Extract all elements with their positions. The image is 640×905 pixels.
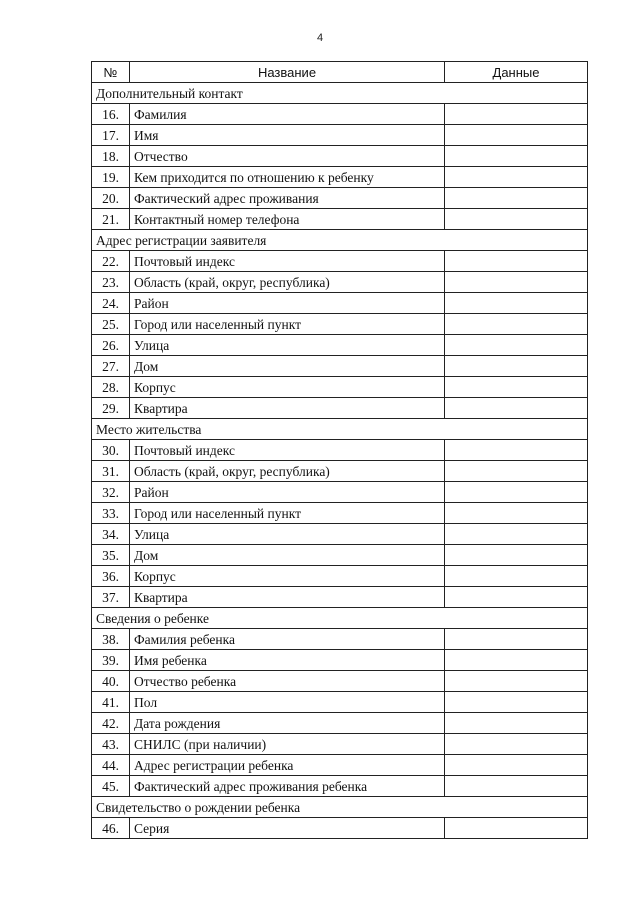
table-row xyxy=(92,104,588,125)
row-number: 32. xyxy=(92,482,130,503)
field-value-cell[interactable] xyxy=(445,524,588,545)
header-name: Название xyxy=(130,62,445,83)
field-value-cell[interactable] xyxy=(445,440,588,461)
field-label: Улица xyxy=(130,335,445,356)
row-number: 30. xyxy=(92,440,130,461)
field-label: Контактный номер телефона xyxy=(130,209,445,230)
field-value-cell[interactable] xyxy=(445,482,588,503)
field-value-cell[interactable] xyxy=(445,566,588,587)
field-label: Дом xyxy=(130,356,445,377)
row-number: 29. xyxy=(92,398,130,419)
field-value-cell[interactable] xyxy=(445,461,588,482)
field-label: Серия xyxy=(130,818,445,839)
row-number: 24. xyxy=(92,293,130,314)
field-value-cell[interactable] xyxy=(445,692,588,713)
field-value-cell[interactable] xyxy=(445,251,588,272)
field-value-cell[interactable] xyxy=(445,629,588,650)
field-label: Город или населенный пункт xyxy=(130,503,445,524)
field-label: Улица xyxy=(130,524,445,545)
field-value-cell[interactable] xyxy=(445,125,588,146)
section-row xyxy=(92,608,588,629)
field-value-cell[interactable] xyxy=(445,713,588,734)
header-data: Данные xyxy=(445,62,588,83)
field-value-cell[interactable] xyxy=(445,314,588,335)
row-number: 44. xyxy=(92,755,130,776)
row-number: 26. xyxy=(92,335,130,356)
field-value-cell[interactable] xyxy=(445,272,588,293)
table-row xyxy=(92,545,588,566)
row-number: 37. xyxy=(92,587,130,608)
table-row xyxy=(92,146,588,167)
field-label: Фактический адрес проживания xyxy=(130,188,445,209)
header-num: № xyxy=(92,62,130,83)
row-number: 40. xyxy=(92,671,130,692)
row-number: 38. xyxy=(92,629,130,650)
table-row xyxy=(92,188,588,209)
table-row xyxy=(92,167,588,188)
field-label: Фамилия xyxy=(130,104,445,125)
table-row xyxy=(92,125,588,146)
section-row xyxy=(92,83,588,104)
table-row xyxy=(92,482,588,503)
field-value-cell[interactable] xyxy=(445,209,588,230)
field-label: Отчество xyxy=(130,146,445,167)
table-row xyxy=(92,503,588,524)
field-value-cell[interactable] xyxy=(445,188,588,209)
field-label: Район xyxy=(130,482,445,503)
field-label: Область (край, округ, республика) xyxy=(130,272,445,293)
field-value-cell[interactable] xyxy=(445,671,588,692)
row-number: 22. xyxy=(92,251,130,272)
field-value-cell[interactable] xyxy=(445,503,588,524)
section-title: Дополнительный контакт xyxy=(92,83,588,104)
field-value-cell[interactable] xyxy=(445,398,588,419)
table-row xyxy=(92,461,588,482)
section-title: Адрес регистрации заявителя xyxy=(92,230,588,251)
table-body xyxy=(92,83,588,839)
field-value-cell[interactable] xyxy=(445,146,588,167)
row-number: 16. xyxy=(92,104,130,125)
row-number: 23. xyxy=(92,272,130,293)
table-row xyxy=(92,209,588,230)
row-number: 20. xyxy=(92,188,130,209)
field-label: Почтовый индекс xyxy=(130,251,445,272)
row-number: 45. xyxy=(92,776,130,797)
field-label: Кем приходится по отношению к ребенку xyxy=(130,167,445,188)
field-label: Корпус xyxy=(130,566,445,587)
section-title: Свидетельство о рождении ребенка xyxy=(92,797,588,818)
table-row xyxy=(92,293,588,314)
table-row xyxy=(92,335,588,356)
table-row xyxy=(92,818,588,839)
row-number: 34. xyxy=(92,524,130,545)
section-title: Сведения о ребенке xyxy=(92,608,588,629)
field-label: Имя ребенка xyxy=(130,650,445,671)
row-number: 25. xyxy=(92,314,130,335)
table-row xyxy=(92,713,588,734)
table-row xyxy=(92,377,588,398)
table-row xyxy=(92,440,588,461)
form-table xyxy=(91,61,588,839)
table-row xyxy=(92,692,588,713)
table-row xyxy=(92,734,588,755)
field-label: Имя xyxy=(130,125,445,146)
field-label: Дата рождения xyxy=(130,713,445,734)
table-row xyxy=(92,629,588,650)
section-row xyxy=(92,797,588,818)
field-value-cell[interactable] xyxy=(445,545,588,566)
field-label: Область (край, округ, республика) xyxy=(130,461,445,482)
field-value-cell[interactable] xyxy=(445,587,588,608)
row-number: 42. xyxy=(92,713,130,734)
table-row xyxy=(92,650,588,671)
field-value-cell[interactable] xyxy=(445,293,588,314)
field-label: Район xyxy=(130,293,445,314)
field-value-cell[interactable] xyxy=(445,650,588,671)
field-value-cell[interactable] xyxy=(445,335,588,356)
section-row xyxy=(92,419,588,440)
field-value-cell[interactable] xyxy=(445,377,588,398)
table-row xyxy=(92,356,588,377)
row-number: 41. xyxy=(92,692,130,713)
table-row xyxy=(92,398,588,419)
row-number: 17. xyxy=(92,125,130,146)
section-title: Место жительства xyxy=(92,419,588,440)
section-row xyxy=(92,230,588,251)
field-label: СНИЛС (при наличии) xyxy=(130,734,445,755)
field-value-cell[interactable] xyxy=(445,776,588,797)
row-number: 36. xyxy=(92,566,130,587)
table-row xyxy=(92,314,588,335)
row-number: 28. xyxy=(92,377,130,398)
field-value-cell[interactable] xyxy=(445,356,588,377)
table-row xyxy=(92,776,588,797)
field-label: Пол xyxy=(130,692,445,713)
row-number: 31. xyxy=(92,461,130,482)
field-label: Адрес регистрации ребенка xyxy=(130,755,445,776)
table-row xyxy=(92,671,588,692)
table-row xyxy=(92,251,588,272)
table-row xyxy=(92,755,588,776)
row-number: 46. xyxy=(92,818,130,839)
field-value-cell[interactable] xyxy=(445,818,588,839)
table-row xyxy=(92,587,588,608)
table-row xyxy=(92,566,588,587)
field-label: Фактический адрес проживания ребенка xyxy=(130,776,445,797)
field-value-cell[interactable] xyxy=(445,755,588,776)
row-number: 39. xyxy=(92,650,130,671)
field-label: Дом xyxy=(130,545,445,566)
row-number: 35. xyxy=(92,545,130,566)
row-number: 18. xyxy=(92,146,130,167)
table-row xyxy=(92,272,588,293)
field-label: Отчество ребенка xyxy=(130,671,445,692)
page-number: 4 xyxy=(316,32,324,44)
row-number: 27. xyxy=(92,356,130,377)
table-header-row xyxy=(92,62,588,83)
field-label: Корпус xyxy=(130,377,445,398)
field-label: Квартира xyxy=(130,398,445,419)
row-number: 21. xyxy=(92,209,130,230)
field-value-cell[interactable] xyxy=(445,734,588,755)
table-row xyxy=(92,524,588,545)
field-label: Фамилия ребенка xyxy=(130,629,445,650)
field-label: Почтовый индекс xyxy=(130,440,445,461)
row-number: 19. xyxy=(92,167,130,188)
field-label: Город или населенный пункт xyxy=(130,314,445,335)
row-number: 43. xyxy=(92,734,130,755)
field-value-cell[interactable] xyxy=(445,167,588,188)
row-number: 33. xyxy=(92,503,130,524)
field-value-cell[interactable] xyxy=(445,104,588,125)
field-label: Квартира xyxy=(130,587,445,608)
